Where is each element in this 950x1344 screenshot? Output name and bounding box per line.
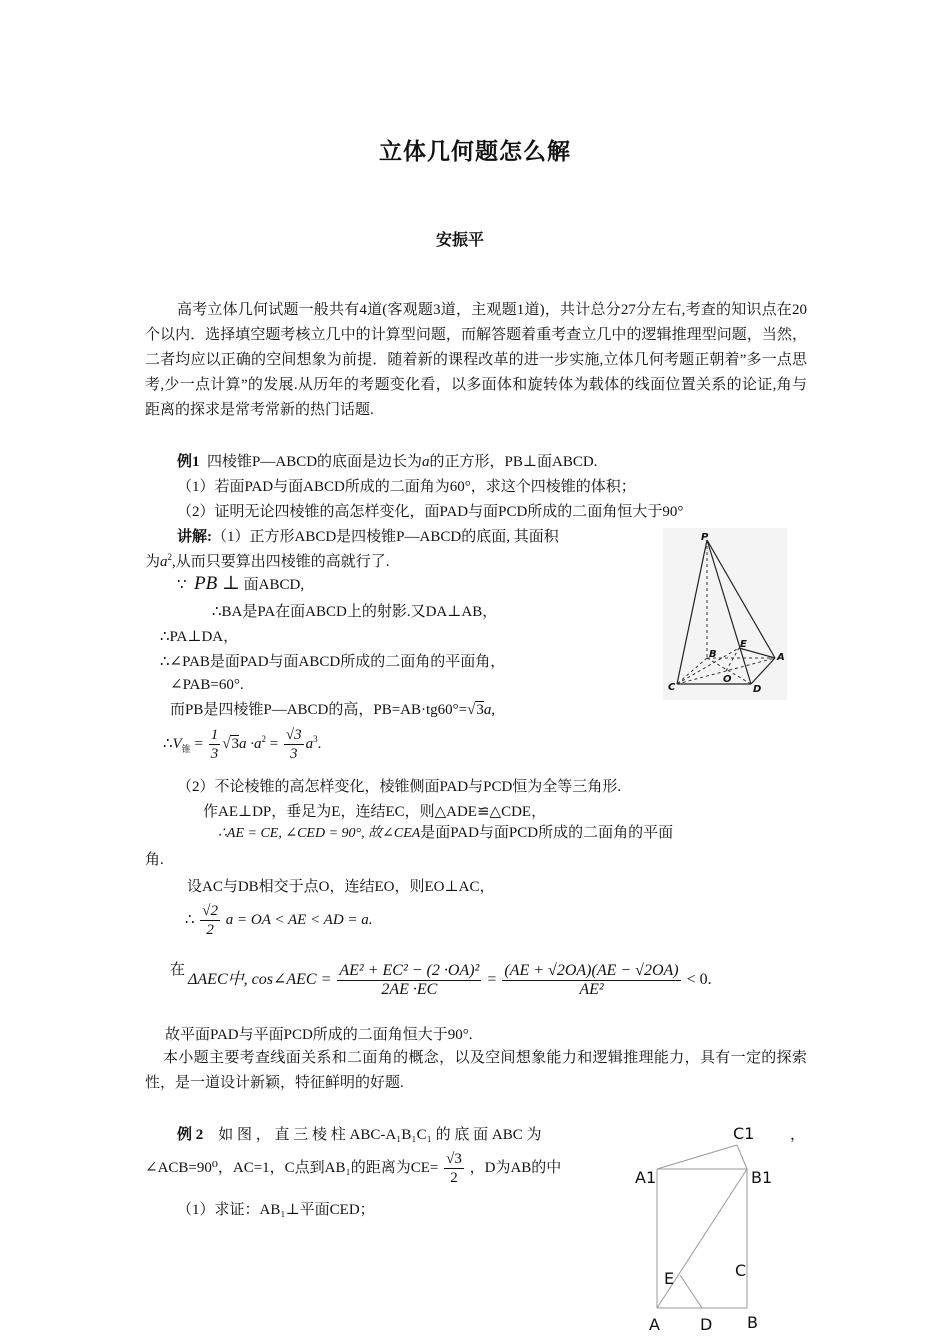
example2-stem-line1-end: ， [790,1127,806,1143]
solution-line7: 而PB是四棱锥P—ABCD的高，PB=AB·tg60°=√3a, [170,702,496,718]
comment-paragraph: 本小题主要考查线面关系和二面角的概念，以及空间想象能力和逻辑推理能力，具有一定的探索性，是一道设计新颖，特征鲜明的好题. [145,1050,807,1091]
solution-because-line: ∵ PB ⊥ 面ABCD, [177,573,305,594]
volume-formula: $\therefore V_锥$ = $\frac{1}{3}$ $√3a \cdot a^2$ = $\frac{√3}{3}$ $a^3$. [163,727,322,762]
label-b: B [709,649,717,660]
label-b1: B1 [751,1168,773,1187]
label-e: E [740,639,747,650]
part2-line2: 作AE⊥DP，垂足为E，连结EC，则△ADE≌△CDE， [203,804,547,820]
solution-line2: 为$a^2$,从而只要算出四棱锥的高就行了. [145,552,390,570]
solution-line5: ∴∠PAB是面PAD与面ABCD所成的二面角的平面角， [160,654,506,670]
conclusion-line: 故平面PAD与平面PCD所成的二面角恒大于90°. [165,1027,473,1043]
example1-question2: （2）证明无论四棱锥的高怎样变化，面PAD与面PCD所成的二面角恒大于90° [177,504,684,520]
prism-figure [625,1118,785,1344]
pyramid-figure [663,528,787,700]
label-a: A [649,1315,660,1334]
edge-a1c1 [657,1145,737,1169]
example1-question1: （1）若面PAD与面ABCD所成的二面角为60°，求这个四棱锥的体积； [177,479,636,495]
solution-line4: ∴PA⊥DA， [160,629,239,645]
solution-line6: ∠PAB=60°. [170,677,244,693]
part2-line4: 角. [145,852,164,868]
part2-line1: （2）不论棱锥的高怎样变化，棱锥侧面PAD与PCD恒为全等三角形. [177,779,622,795]
solution-line3: ∴BA是PA在面ABCD上的射影.又DA⊥AB， [212,604,498,620]
label-e: E [664,1269,675,1288]
cosine-formula: ΔAEC中, cos∠AEC = $\frac{\text{AE² + EC² − (2 ·OA)²}}{2AE \cdot EC}$ = $\frac{(AE + √2OA)(AE - √2OA)}{\text{AE²}}$ < 0. [188,962,712,998]
label-c: C [735,1261,747,1280]
label-c1: C1 [733,1124,755,1143]
label-o: O [723,674,732,685]
page-title: 立体几何题怎么解 [379,139,571,165]
cos-zai: 在 [170,962,186,978]
example1-stem: 例1 四棱锥P—ABCD的底面是边长为a的正方形，PB⊥面ABCD. [177,454,598,470]
solution-line1: 讲解:（1）正方形ABCD是四棱锥P—ABCD的底面, 其面积 [177,529,559,545]
inequality-formula: ∴ $\frac{√2}{2}$ a = OA < AE < AD = a. [185,903,373,938]
label-d: D [753,684,762,695]
label-c: C [668,682,676,693]
example2-question1: （1）求证：AB₁⊥平面CED； [177,1202,375,1218]
label-a: A [777,652,785,663]
label-p: P [701,532,709,543]
label-a1: A1 [635,1168,657,1187]
part2-line3: ∴AE = CE, ∠CED = 90°, 故∠CEA是面PAD与面PCD所成的二面角的平面 [218,825,674,841]
label-b: B [747,1313,758,1332]
part2-line5: 设AC与DB相交于点O，连结EO，则EO⊥AC， [187,879,495,895]
label-d: D [700,1315,713,1334]
example2-stem-line1: 例 2 如 图 ， 直 三 棱 柱 ABC-A₁B₁C₁ 的 底 面 ABC 为 [177,1127,542,1143]
author-name: 安振平 [435,230,484,249]
edge-c1b1 [737,1145,747,1169]
edge-ed [680,1275,702,1308]
example2-stem-line2: ∠ACB=90⁰，AC=1，C点到AB₁的距离为CE= $\frac{√3}{2}$ ，D为AB的中 [145,1151,562,1186]
intro-paragraph: 高考立体几何试题一般共有4道(客观题3道，主观题1道)，共计总分27分左右,考查的知识点在20个以内．选择填空题考核立几中的计算型问题，而解答题着重考查立几中的逻辑推理型问题，当然，二者均应以正确的空间想象为前提．随着新的课程改革的进一步实施,立体几何考题正朝着”多一点思考,少一点计算”的发展.从历年的考题变化看，以多面体和旋转体为载体的线面位置关系的论证,角与距离的探求是常考常新的热门话题. [145,302,807,418]
